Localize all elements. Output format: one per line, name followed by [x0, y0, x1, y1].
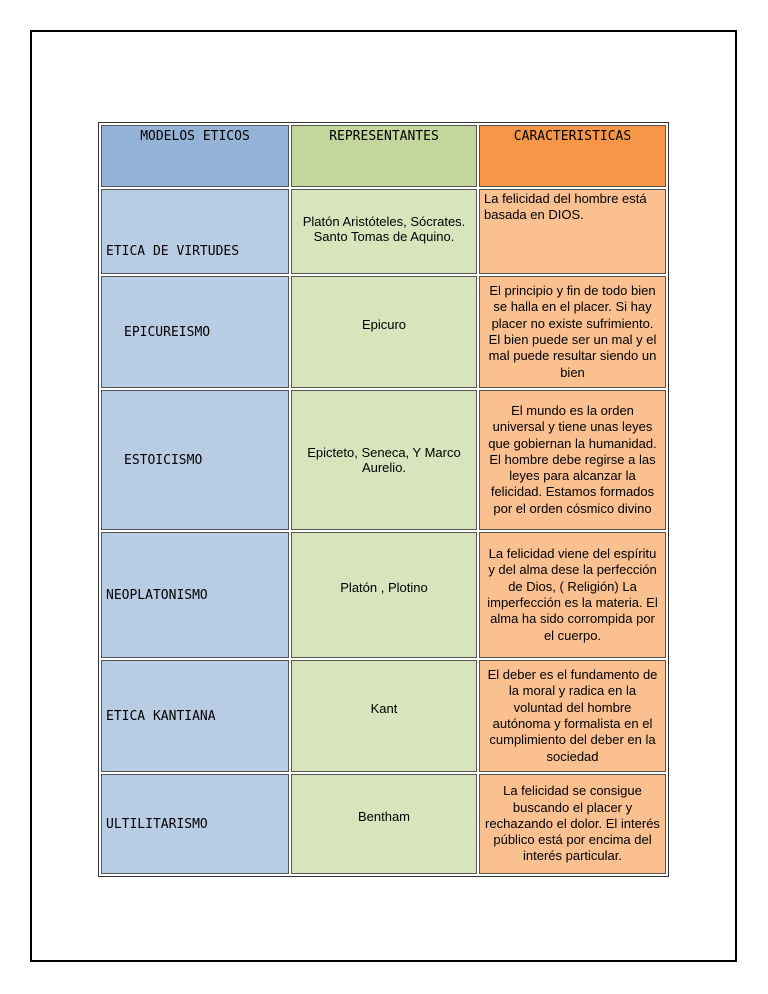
table-row	[101, 660, 666, 772]
ethics-models-table	[98, 122, 669, 877]
header-representantes: REPRESENTANTES	[291, 125, 477, 187]
representantes-cell: Epicteto, Seneca, Y Marco Aurelio.	[291, 390, 477, 530]
representantes-label: Kant	[370, 700, 398, 716]
modelo-cell: ETICA KANTIANA	[101, 660, 289, 772]
representantes-label: Platón , Plotino	[340, 579, 428, 595]
caracteristicas-cell: La felicidad del hombre está basada en DIOS.	[479, 189, 666, 274]
table-header-row	[101, 125, 666, 187]
modelo-cell: ESTOICISMO	[101, 390, 289, 530]
caracteristicas-cell: La felicidad se consigue buscando el placer y rechazando el dolor. El interés público está por encima del interés particular.	[479, 774, 666, 874]
representantes-cell	[291, 276, 477, 388]
table-row	[101, 532, 666, 658]
representantes-label: Epicuro	[361, 316, 407, 332]
caracteristicas-cell: La felicidad viene del espíritu y del alma dese la perfección de Dios, ( Religión) La imperfección es la materia. El alma ha sido corrompida por el cuerpo.	[479, 532, 666, 658]
table-row	[101, 390, 666, 530]
header-caracteristicas: CARACTERISTICAS	[479, 125, 666, 187]
modelo-label: ETICA DE VIRTUDES	[106, 244, 240, 259]
caracteristicas-cell: El deber es el fundamento de la moral y radica en la voluntad del hombre autónoma y formalista en el cumplimiento del deber en la sociedad	[479, 660, 666, 772]
representantes-cell: Platón Aristóteles, Sócrates. Santo Tomas de Aquino.	[291, 189, 477, 274]
representantes-label: Bentham	[357, 808, 411, 824]
table-row	[101, 774, 666, 874]
modelo-cell: NEOPLATONISMO	[101, 532, 289, 658]
representantes-cell	[291, 660, 477, 772]
modelo-cell: EPICUREISMO	[101, 276, 289, 388]
representantes-cell	[291, 532, 477, 658]
caracteristicas-cell: El principio y fin de todo bien se halla en el placer. Si hay placer no existe sufrimiento. El bien puede ser un mal y el mal puede resultar siendo un bien	[479, 276, 666, 388]
modelo-cell: ULTILITARISMO	[101, 774, 289, 874]
table-row	[101, 189, 666, 274]
caracteristicas-cell: El mundo es la orden universal y tiene unas leyes que gobiernan la humanidad. El hombre debe regirse a las leyes para alcanzar la felicidad. Estamos formados por el orden cósmico divino	[479, 390, 666, 530]
modelo-cell	[101, 189, 289, 274]
header-modelos-eticos: MODELOS ETICOS	[101, 125, 289, 187]
representantes-cell	[291, 774, 477, 874]
table-row	[101, 276, 666, 388]
